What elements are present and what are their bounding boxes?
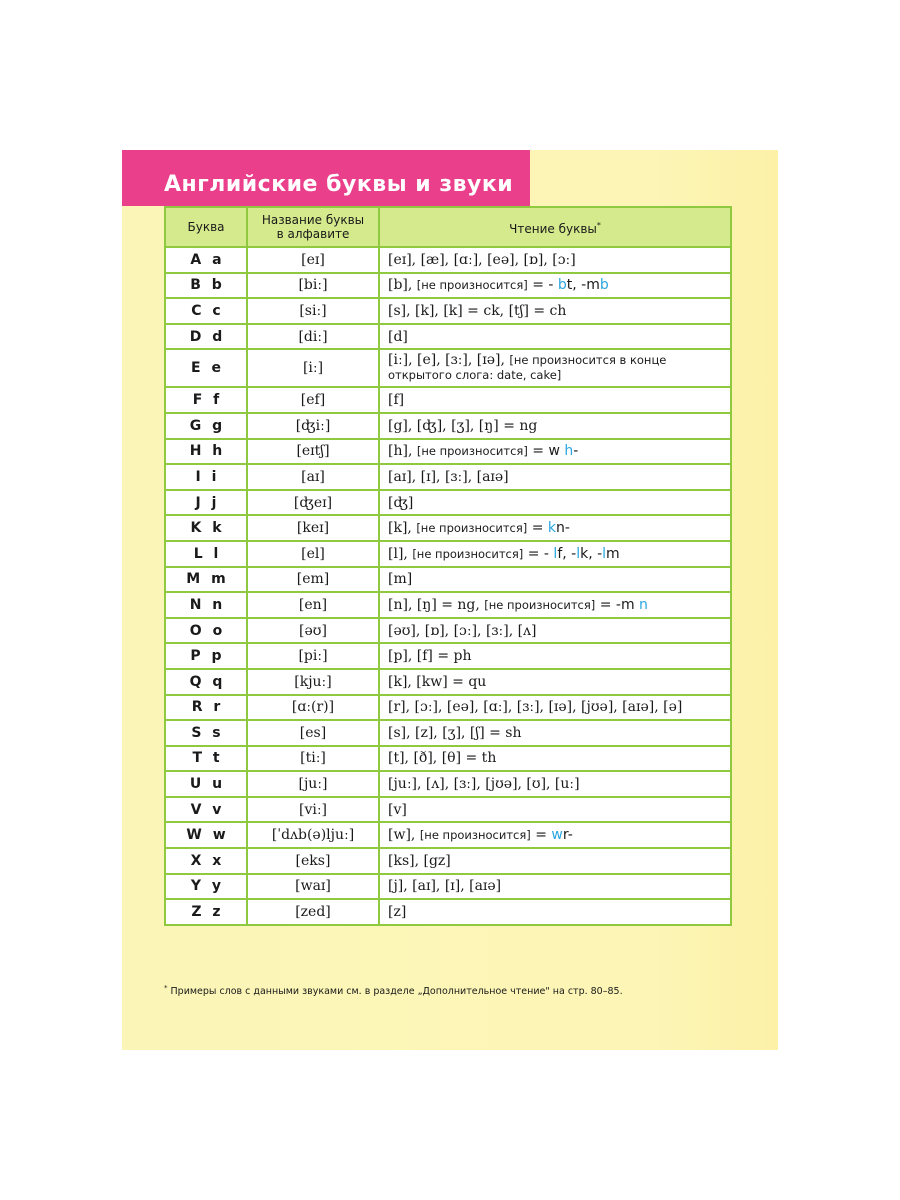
letter-cell: A a [165,247,247,273]
letter-cell: U u [165,771,247,797]
header-name-line1: Название буквы [261,213,365,227]
letter-name-cell: [eɪtʃ] [247,439,379,465]
example-text: = w [532,443,560,460]
letter-cell: C c [165,298,247,324]
reading-cell [379,746,731,772]
reading-reading: [t], [ð], [θ] = th [388,750,497,767]
letter-name-cell: [iː] [247,349,379,387]
letter-name-cell: [tiː] [247,746,379,772]
reading-cell [379,439,731,465]
table-row [165,515,731,541]
letter-name-cell: [waɪ] [247,874,379,900]
reading-cell [379,797,731,823]
highlighted-letter: h [564,443,574,460]
reading-cell [379,720,731,746]
reading-cell [379,387,731,413]
reading-cell [379,349,731,387]
example-text: t, -m [566,277,600,294]
letter-cell: H h [165,439,247,465]
letter-cell: F f [165,387,247,413]
letter-name-cell: [biː] [247,273,379,299]
table-body [165,247,731,925]
reading-reading: [k], [388,520,412,537]
reading-reading: [z] [388,904,407,921]
example-text: = [535,827,547,844]
letter-cell: I i [165,464,247,490]
reading-reading: [m] [388,571,413,588]
letter-cell: Y y [165,874,247,900]
reading-cell [379,247,731,273]
reading-reading: [ks], [gz] [388,852,451,869]
reading-reading: [s], [k], [k] = ck, [tʃ] = ch [388,302,567,319]
letter-cell: V v [165,797,247,823]
header-reading-mark: * [596,220,601,230]
reading-note: [не произносится] [416,521,528,536]
header-reading-label: Чтение буквы [509,221,597,236]
letter-name-cell: [kjuː] [247,669,379,695]
reading-cell [379,643,731,669]
highlighted-letter: k [547,520,557,537]
letter-name-cell: [eɪ] [247,247,379,273]
reading-note: [не произносится] [416,444,528,459]
reading-cell [379,515,731,541]
reading-cell [379,618,731,644]
letter-cell: Z z [165,899,247,925]
letter-cell: M m [165,567,247,593]
reading-reading: [əʊ], [ɒ], [ɔː], [ɜː], [ʌ] [388,622,537,639]
letter-name-cell: [en] [247,592,379,618]
letter-name-cell: [em] [247,567,379,593]
table-row [165,720,731,746]
highlighted-letter: l [576,545,581,562]
table-header-row [165,207,731,247]
reading-reading: [aɪ], [ɪ], [ɜː], [aɪə] [388,468,509,485]
reading-cell [379,464,731,490]
reading-reading: [v] [388,801,407,818]
reading-cell [379,298,731,324]
example-text: k, - [580,545,603,562]
letter-cell: L l [165,541,247,567]
reading-cell [379,567,731,593]
reading-note: [не произносится в конце открытого слога: date, cake] [388,353,667,383]
example-text: m [606,545,620,562]
example-text: = -m [599,596,635,613]
letter-name-cell: [keɪ] [247,515,379,541]
highlighted-letter: l [553,545,558,562]
reading-reading: [f] [388,392,405,409]
footnote-mark: * [164,984,168,992]
letter-cell: O o [165,618,247,644]
letter-cell: D d [165,324,247,350]
letter-name-cell: [zed] [247,899,379,925]
footnote-text: Примеры слов с данными звуками см. в разделе „Дополнительное чтение" на стр. 80–85. [170,986,623,998]
table-row [165,439,731,465]
table-row [165,490,731,516]
table-row [165,899,731,925]
table-row [165,643,731,669]
reading-reading: [d] [388,328,408,345]
table-row [165,247,731,273]
reading-reading: [l], [388,545,408,562]
table-row [165,298,731,324]
reading-reading: [s], [z], [ʒ], [ʃ] = sh [388,724,522,741]
letter-name-cell: [ʤeɪ] [247,490,379,516]
table-row [165,273,731,299]
table-row [165,387,731,413]
reading-reading: [k], [kw] = qu [388,673,487,690]
letter-cell: S s [165,720,247,746]
reading-reading: [juː], [ʌ], [ɜː], [jʊə], [ʊ], [uː] [388,776,580,793]
table-row [165,797,731,823]
reading-cell [379,490,731,516]
letter-cell: K k [165,515,247,541]
letter-name-cell: [ˈdʌb(ə)ljuː] [247,822,379,848]
example-text: r- [562,827,573,844]
letter-cell: W w [165,822,247,848]
letter-name-cell: [ef] [247,387,379,413]
header-reading [379,207,731,247]
reading-cell [379,541,731,567]
header-name-line2: в алфавите [276,227,350,241]
table-row [165,874,731,900]
letter-cell: T t [165,746,247,772]
reading-reading: [n], [ŋ] = ng, [388,596,480,613]
reading-reading: [j], [aɪ], [ɪ], [aɪə] [388,878,502,895]
example-text: n- [556,520,570,537]
letter-cell: Q q [165,669,247,695]
reading-note: [не произносится] [419,828,531,843]
letter-name-cell: [piː] [247,643,379,669]
letter-name-cell: [viː] [247,797,379,823]
reading-reading: [p], [f] = ph [388,648,472,665]
table-row [165,413,731,439]
letter-cell: P p [165,643,247,669]
header-name [247,207,379,247]
example-text: = [531,520,544,537]
letter-name-cell: [el] [247,541,379,567]
table-row [165,771,731,797]
letter-cell: J j [165,490,247,516]
reading-reading: [w], [388,827,416,844]
example-text: - [573,443,579,460]
letter-cell: X x [165,848,247,874]
reading-reading: [eɪ], [æ], [ɑː], [eə], [ɒ], [ɔː] [388,251,576,268]
reading-cell [379,822,731,848]
table-row [165,464,731,490]
reading-reading: [h], [388,443,413,460]
reading-cell [379,899,731,925]
reading-reading: [g], [ʤ], [ʒ], [ŋ] = ng [388,417,538,434]
table-row [165,592,731,618]
letter-name-cell: [juː] [247,771,379,797]
table-row [165,324,731,350]
highlighted-letter: w [551,827,563,844]
footnote [164,984,623,997]
alphabet-table [164,206,732,926]
letter-cell: E e [165,349,247,387]
reading-cell [379,874,731,900]
example-text: = - [532,277,554,294]
letter-name-cell: [diː] [247,324,379,350]
reading-reading: [b], [388,277,413,294]
reading-cell [379,848,731,874]
table-row [165,695,731,721]
example-text: f, - [557,545,577,562]
table-row [165,541,731,567]
reading-reading: [ʤ] [388,494,414,511]
reading-note: [не произносится] [416,278,528,293]
reading-cell [379,273,731,299]
letter-name-cell: [ɑː(r)] [247,695,379,721]
highlighted-letter: b [557,277,567,294]
example-text: = - [527,545,549,562]
letter-cell: R r [165,695,247,721]
highlighted-letter: n [639,596,648,613]
highlighted-letter: b [599,277,609,294]
letter-cell: G g [165,413,247,439]
table-row [165,567,731,593]
reading-cell [379,592,731,618]
letter-name-cell: [aɪ] [247,464,379,490]
header-letter: Буква [165,207,247,247]
reading-cell [379,669,731,695]
letter-name-cell: [es] [247,720,379,746]
table-row [165,746,731,772]
letter-name-cell: [eks] [247,848,379,874]
reading-cell [379,771,731,797]
letter-name-cell: [siː] [247,298,379,324]
reading-note: [не произносится] [484,597,596,612]
table-row [165,822,731,848]
letter-name-cell: [ʤiː] [247,413,379,439]
highlighted-letter: l [602,545,607,562]
reading-reading: [iː], [e], [ɜː], [ɪə], [388,352,505,369]
letter-cell: N n [165,592,247,618]
reading-cell [379,324,731,350]
reading-reading: [r], [ɔː], [eə], [ɑː], [ɜː], [ɪə], [jʊə], [aɪə], [ə] [388,699,683,716]
reading-note: [не произносится] [412,546,524,561]
table-row [165,618,731,644]
table-row [165,848,731,874]
page-title: Английские буквы и звуки [164,172,514,197]
table-row [165,349,731,387]
letter-name-cell: [əʊ] [247,618,379,644]
reading-cell [379,413,731,439]
reading-cell [379,695,731,721]
table-row [165,669,731,695]
letter-cell: B b [165,273,247,299]
